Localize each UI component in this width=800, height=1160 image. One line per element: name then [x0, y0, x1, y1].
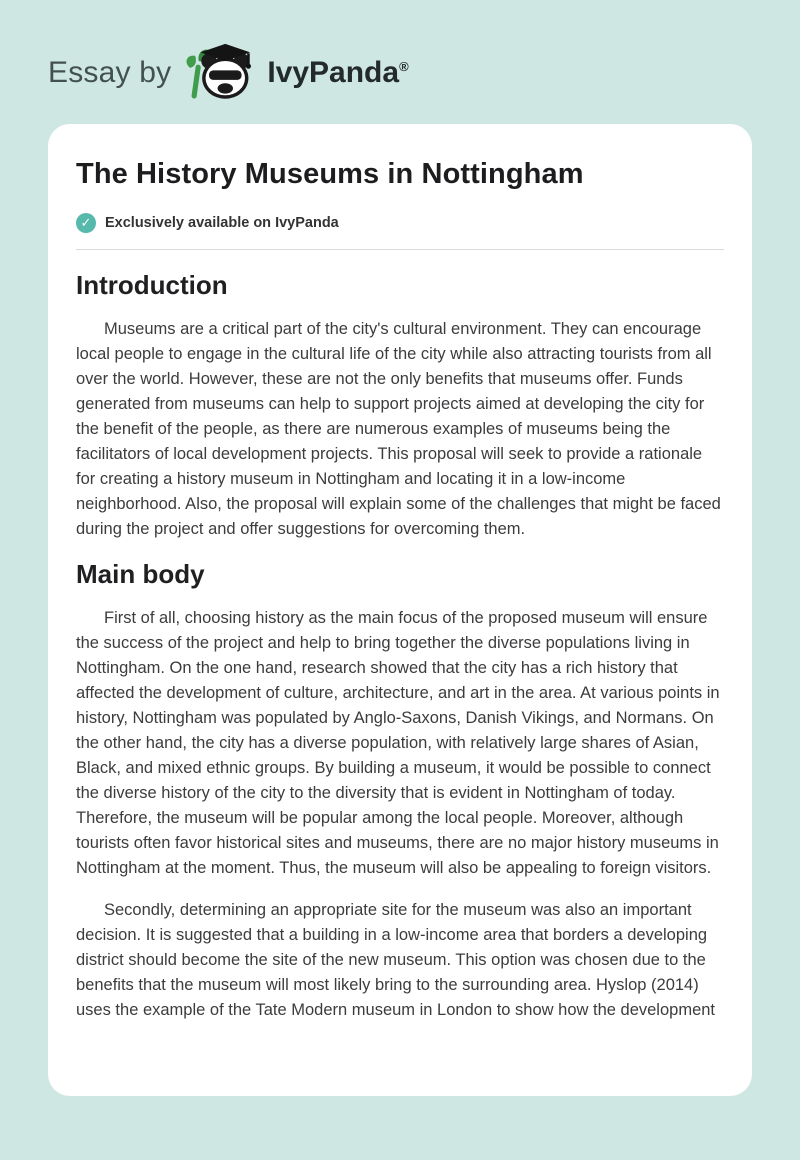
registered-mark: ®	[399, 59, 409, 74]
paragraph-main-2: Secondly, determining an appropriate site for the museum was also an important decision. It is suggested that a building in a low-income area that borders a developing district should become the site of the new museum. This option was chosen due to the benefits that the museum will most likely bring to the surrounding area. Hyslop (2014) uses the example of the Tate Modern museum in London to show how the development	[76, 901, 716, 1019]
section-heading-introduction: Introduction	[76, 270, 228, 300]
paragraph-main-1: First of all, choosing history as the main focus of the proposed museum will ensure the success of the project and help to bring together the diverse populations living in Nottingham. On the one hand, research showed that the city has a rich history that affected the development of culture, architecture, and art in the area. At various points in history, Nottingham was populated by Anglo-Saxons, Danish Vikings, and Normans. On the other hand, the city has a diverse population, with relatively large shares of Asian, Black, and mixed ethnic groups. By building a museum, it would be possible to connect the diverse history of the city to the diversity that is evident in Nottingham of today. Therefore, the museum will be popular among the local people. Moreover, although tourists often favor historical sites and museums, there are no major history museums in Nottingham at the moment. Thus, the museum will also be appealing to foreign visitors.	[76, 609, 720, 877]
article-card	[48, 124, 752, 1096]
page-title: The History Museums in Nottingham	[76, 158, 584, 190]
brand-text: IvyPanda	[267, 56, 400, 89]
panda-logo-icon	[185, 42, 257, 104]
availability-badge	[76, 213, 724, 233]
page-header	[0, 0, 800, 124]
section-heading-main-body: Main body	[76, 559, 205, 589]
paragraph-intro-1: Museums are a critical part of the city's cultural environment. They can encourage local people to engage in the cultural life of the city while also attracting tourists from all over the world. However, these are not the only benefits that museums offer. Funds generated from museums can help to support projects aimed at developing the city for the benefit of the people, as there are numerous examples of museums being the facilitators of local development projects. This proposal will seek to provide a rationale for creating a history museum in Nottingham and locating it in a low-income neighborhood. Also, the proposal will explain some of the challenges that might be faced during the project and offer suggestions for overcoming them.	[76, 320, 721, 538]
divider	[76, 249, 724, 250]
brand-name	[267, 58, 408, 88]
check-icon: ✓	[76, 213, 96, 233]
availability-text: Exclusively available on IvyPanda	[105, 215, 339, 231]
ivypanda-logo-link[interactable]	[185, 42, 408, 104]
essay-by-label: Essay by	[48, 56, 172, 89]
